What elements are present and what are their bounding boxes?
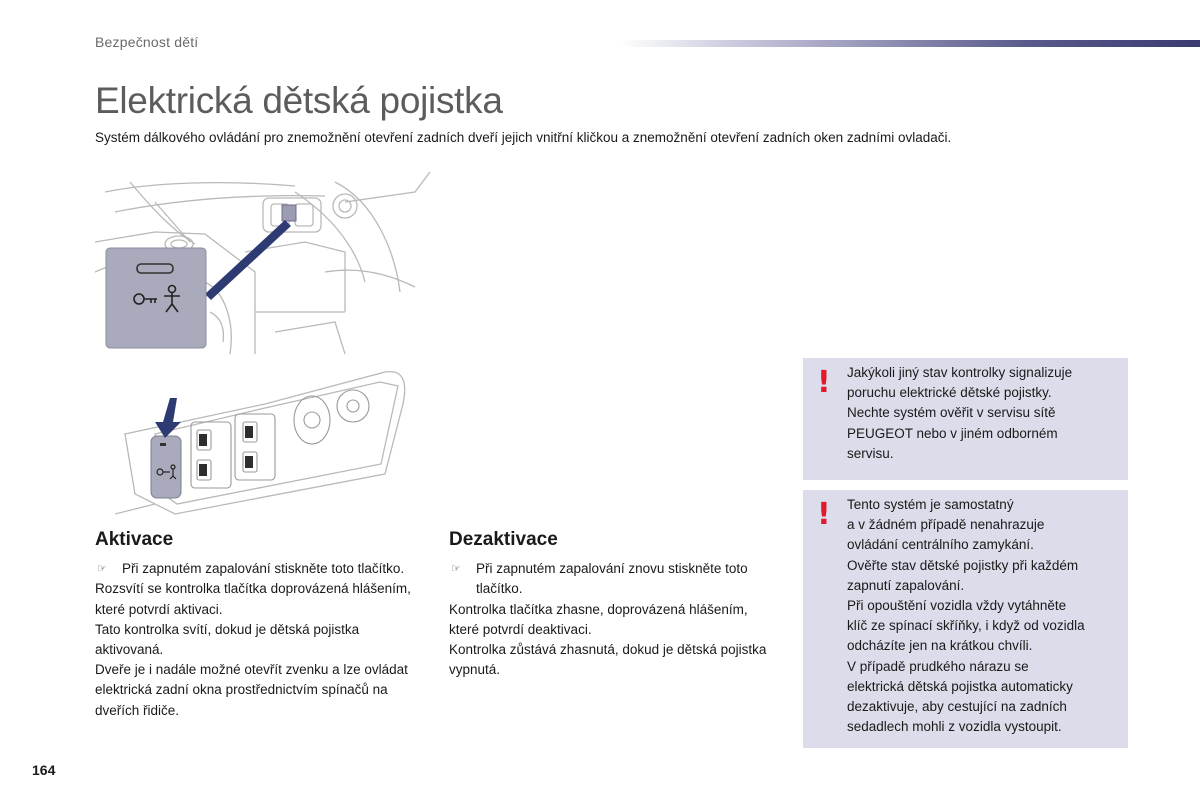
deactivation-heading: Dezaktivace <box>449 529 558 550</box>
warning-icon: ! <box>817 365 831 400</box>
hand-pointer-icon: ☞ <box>97 563 107 576</box>
activation-heading: Aktivace <box>95 529 174 550</box>
warning-box <box>803 490 1128 748</box>
activation-step <box>95 559 425 579</box>
activation-text: Rozsvítí se kontrolka tlačítka doprovázená hlášením, které potvrdí aktivaci. <box>95 581 411 617</box>
hand-pointer-icon: ☞ <box>451 563 461 576</box>
activation-section <box>95 530 425 721</box>
warning-box <box>803 358 1128 480</box>
door-switch-illustration <box>115 364 410 519</box>
section-label: Bezpečnost dětí <box>95 34 199 50</box>
page-number: 164 <box>32 762 56 778</box>
activation-text: Dveře je i nadále možné otevřít zvenku a lze ovládat elektrická zadní okna prostřednictvím spínačů na dveřích řidiče. <box>95 662 408 718</box>
deactivation-step-text: Při zapnutém zapalování znovu stiskněte toto tlačítko. <box>476 561 748 597</box>
activation-step-text: Při zapnutém zapalování stiskněte toto tlačítko. <box>122 561 405 577</box>
dashboard-illustration <box>95 172 435 354</box>
deactivation-text: Kontrolka tlačítka zhasne, doprovázená hlášením, které potvrdí deaktivaci. <box>449 601 748 637</box>
page-title: Elektrická dětská pojistka <box>95 80 503 121</box>
intro-text: Systém dálkového ovládání pro znemožnění otevření zadních dveří jejich vnitřní kličkou a znemožnění otevření zadních oken zadními ovladači. <box>95 130 952 145</box>
deactivation-step <box>449 559 779 599</box>
warning-icon: ! <box>817 497 831 532</box>
warning-text: Jakýkoli jiný stav kontrolky signalizuje poruchu elektrické dětské pojistky. Nechte systém ověřit v servisu sítě PEUGEOT nebo v jiném odborném servisu. <box>847 365 1073 461</box>
header-accent-bar <box>620 40 1200 47</box>
warning-text: Tento systém je samostatný a v žádném případě nenahrazuje ovládání centrálního zamykání. Ověřte stav dětské pojistky při každém zapnutí zapalování. Při opouštění vozidla vždy vytáhněte klíč ze spínací skříňky, i když od vozidla odcházíte jen na krátkou chvíli. V případě prudkého nárazu se elektrická dětská pojistka automaticky dezaktivuje, aby cestující na zadních sedadlech mohli z vozidla vystoupit. <box>847 497 1085 735</box>
deactivation-text: Kontrolka zůstává zhasnutá, dokud je dětská pojistka vypnutá. <box>449 642 767 678</box>
activation-text: Tato kontrolka svítí, dokud je dětská pojistka aktivovaná. <box>95 621 360 658</box>
deactivation-section <box>449 530 779 680</box>
